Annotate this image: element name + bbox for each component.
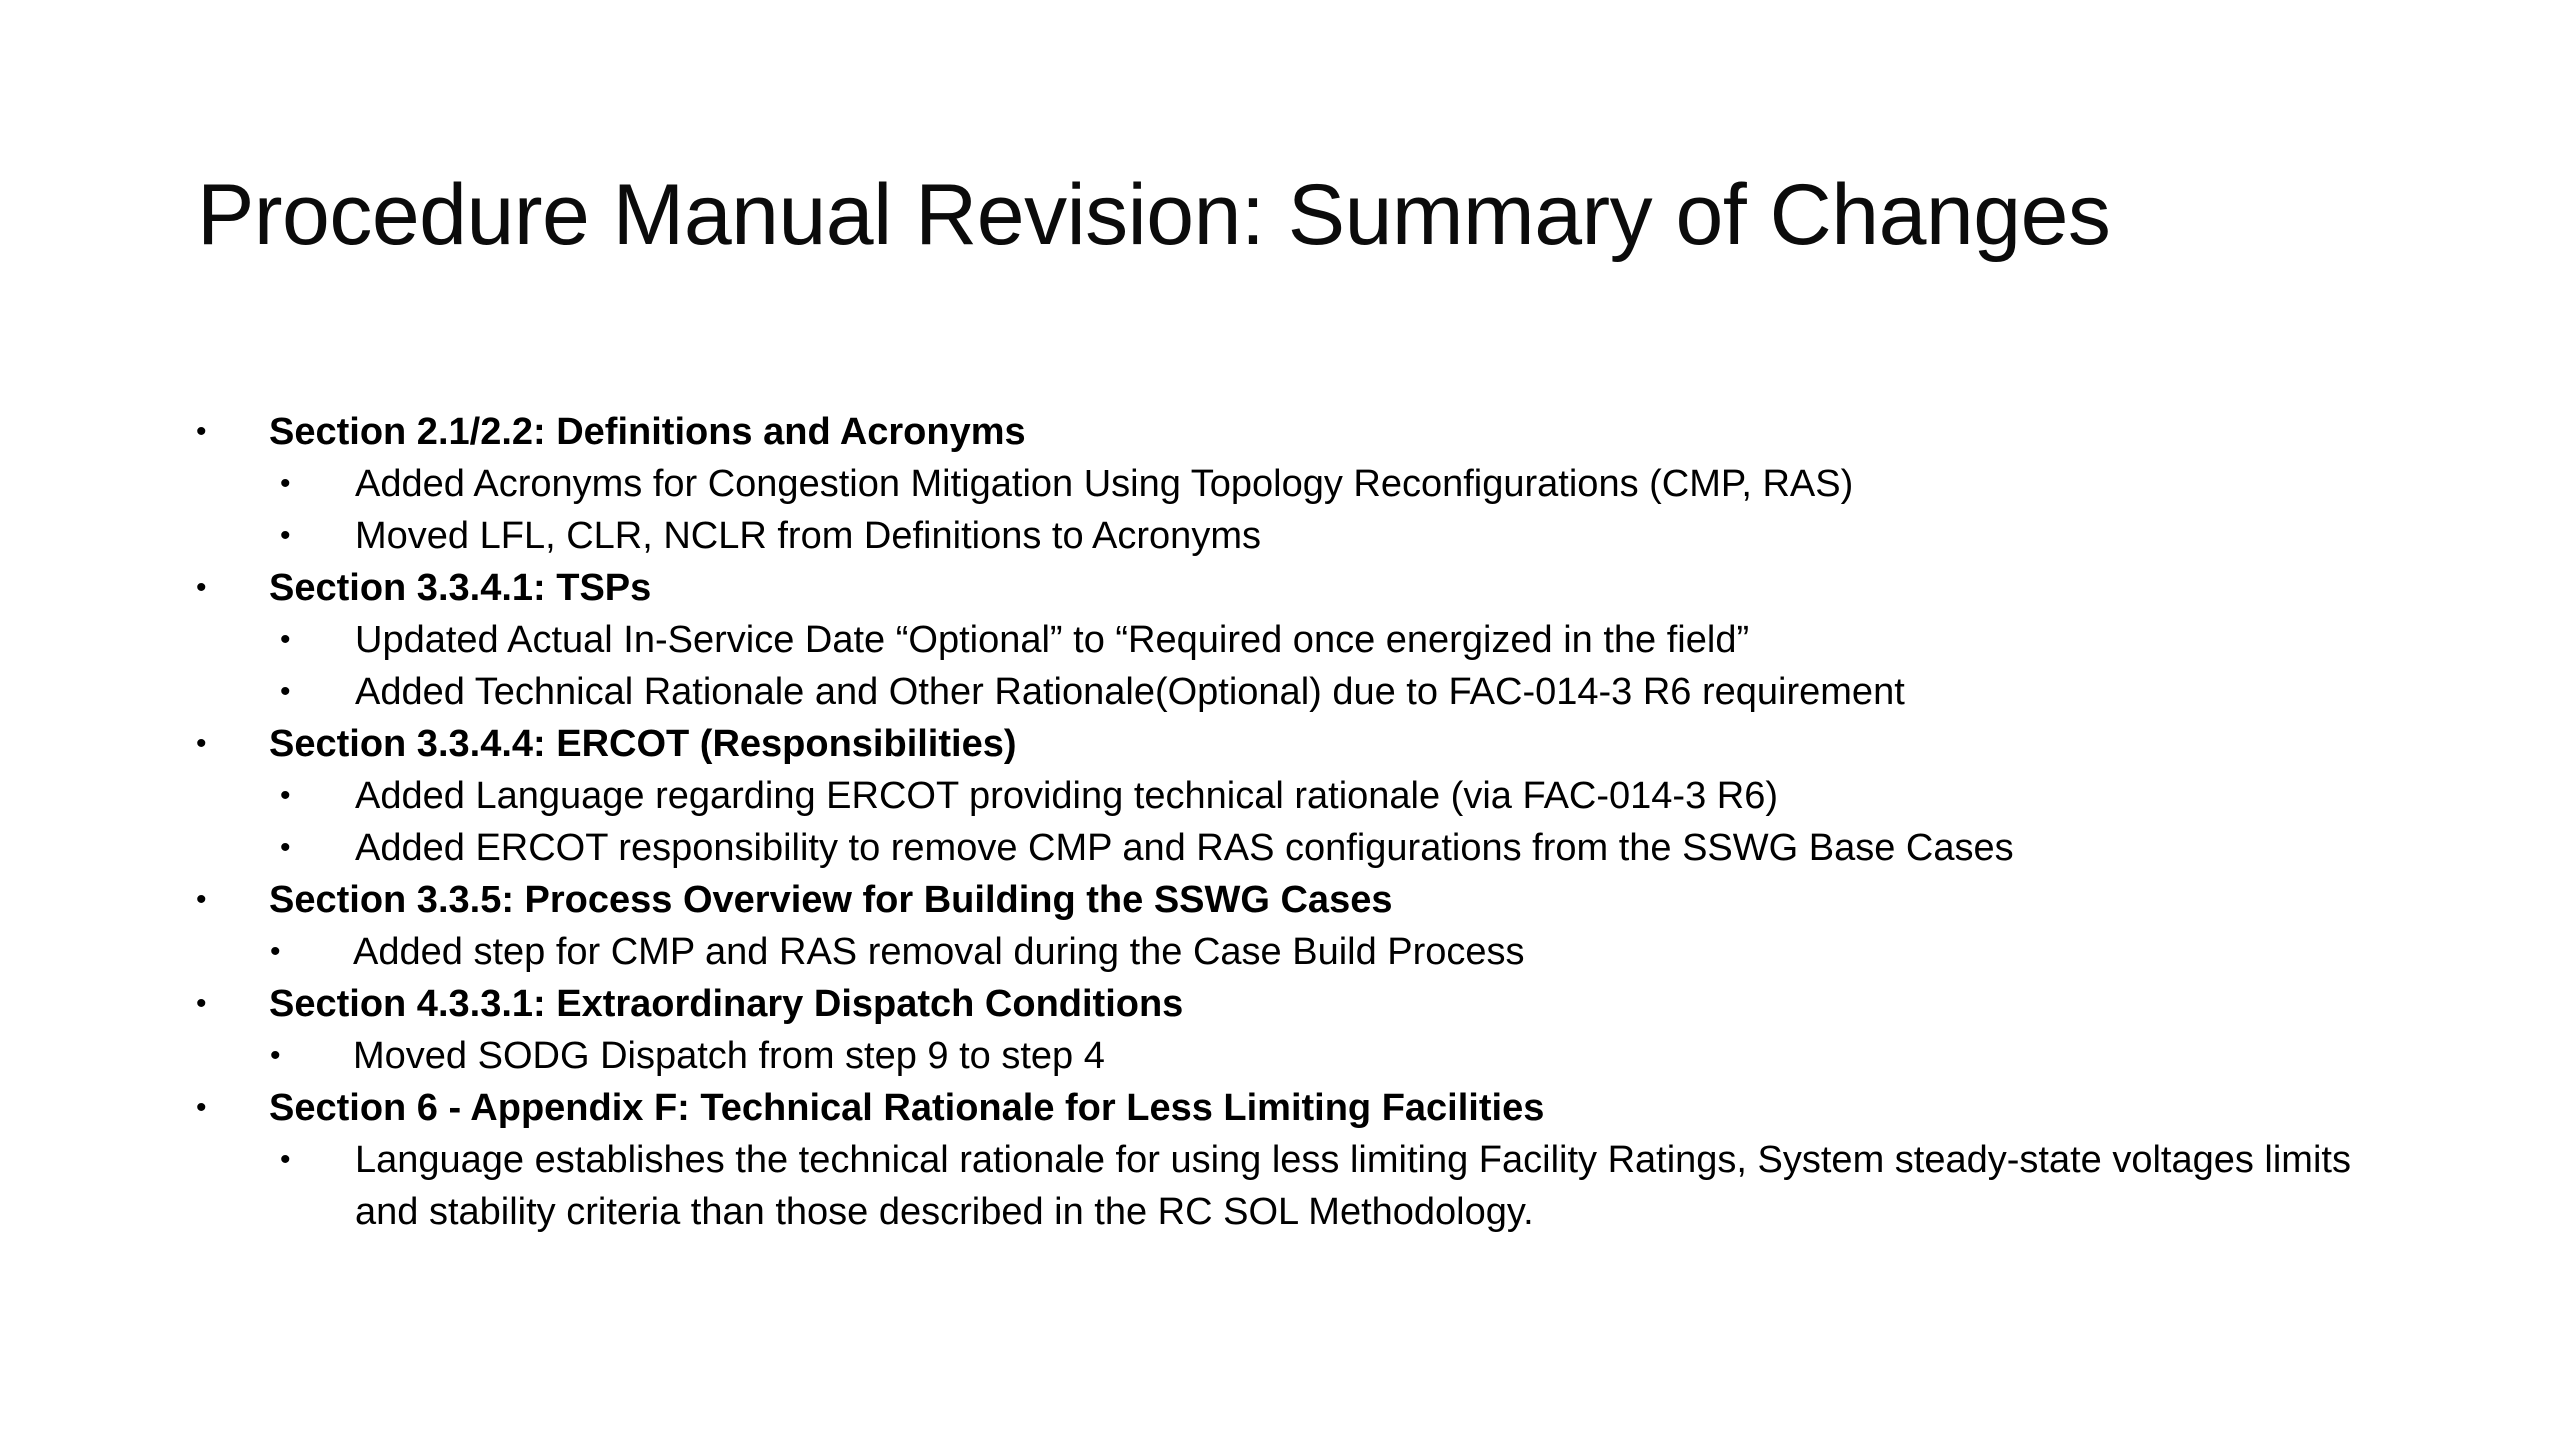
bullet-icon: • [270,935,281,968]
bullet-icon: • [280,467,291,500]
list-item-text: Updated Actual In-Service Date “Optional” to “Required once energized in the field” [355,619,1750,661]
section-heading-extraordinary-dispatch [0,978,2560,1030]
bullet-icon: • [280,623,291,656]
bullet-icon: • [280,519,291,552]
section-heading-text: Section 3.3.4.4: ERCOT (Responsibilities) [269,723,1017,765]
section-heading-text: Section 6 - Appendix F: Technical Rationale for Less Limiting Facilities [269,1087,1545,1129]
bullet-icon: • [196,571,207,604]
list-item [0,822,2560,874]
section-heading-ercot [0,718,2560,770]
list-item [0,1030,2560,1082]
list-item [0,770,2560,822]
bullet-icon: • [280,675,291,708]
section-heading-process-overview [0,874,2560,926]
list-item-text: Added Language regarding ERCOT providing technical rationale (via FAC-014-3 R6) [355,775,1778,817]
list-item [0,1134,2560,1238]
section-heading-tsps [0,562,2560,614]
bullet-icon: • [280,779,291,812]
list-item [0,458,2560,510]
bullet-icon: • [196,1091,207,1124]
bullet-icon: • [196,727,207,760]
list-item-text: Moved LFL, CLR, NCLR from Definitions to Acronyms [355,515,1261,557]
section-heading-definitions [0,406,2560,458]
bullet-icon: • [196,987,207,1020]
section-heading-text: Section 4.3.3.1: Extraordinary Dispatch Conditions [269,983,1184,1025]
section-heading-text: Section 3.3.5: Process Overview for Building the SSWG Cases [269,879,1393,921]
list-item-text: Added ERCOT responsibility to remove CMP and RAS configurations from the SSWG Base Cases [355,827,2014,869]
bullet-icon: • [270,1039,281,1072]
slide-title: Procedure Manual Revision: Summary of Changes [197,167,2111,263]
list-item-text: Added Technical Rationale and Other Rationale(Optional) due to FAC-014-3 R6 requirement [355,671,1905,713]
list-item [0,614,2560,666]
list-item-text: Language establishes the technical rationale for using less limiting Facility Ratings, System steady-state voltages limits and stability criteria than those described in the RC SOL Methodology. [355,1139,2351,1233]
bullet-icon: • [196,883,207,916]
bullet-list [0,406,2560,1238]
bullet-icon: • [280,1143,291,1176]
list-item-text: Added step for CMP and RAS removal during the Case Build Process [353,931,1525,973]
list-item-text: Added Acronyms for Congestion Mitigation Using Topology Reconfigurations (CMP, RAS) [355,463,1854,505]
section-heading-appendix-f [0,1082,2560,1134]
list-item [0,926,2560,978]
list-item [0,510,2560,562]
section-heading-text: Section 2.1/2.2: Definitions and Acronyms [269,411,1026,453]
list-item-text: Moved SODG Dispatch from step 9 to step 4 [353,1035,1105,1077]
bullet-icon: • [280,831,291,864]
bullet-icon: • [196,415,207,448]
list-item [0,666,2560,718]
section-heading-text: Section 3.3.4.1: TSPs [269,567,652,609]
